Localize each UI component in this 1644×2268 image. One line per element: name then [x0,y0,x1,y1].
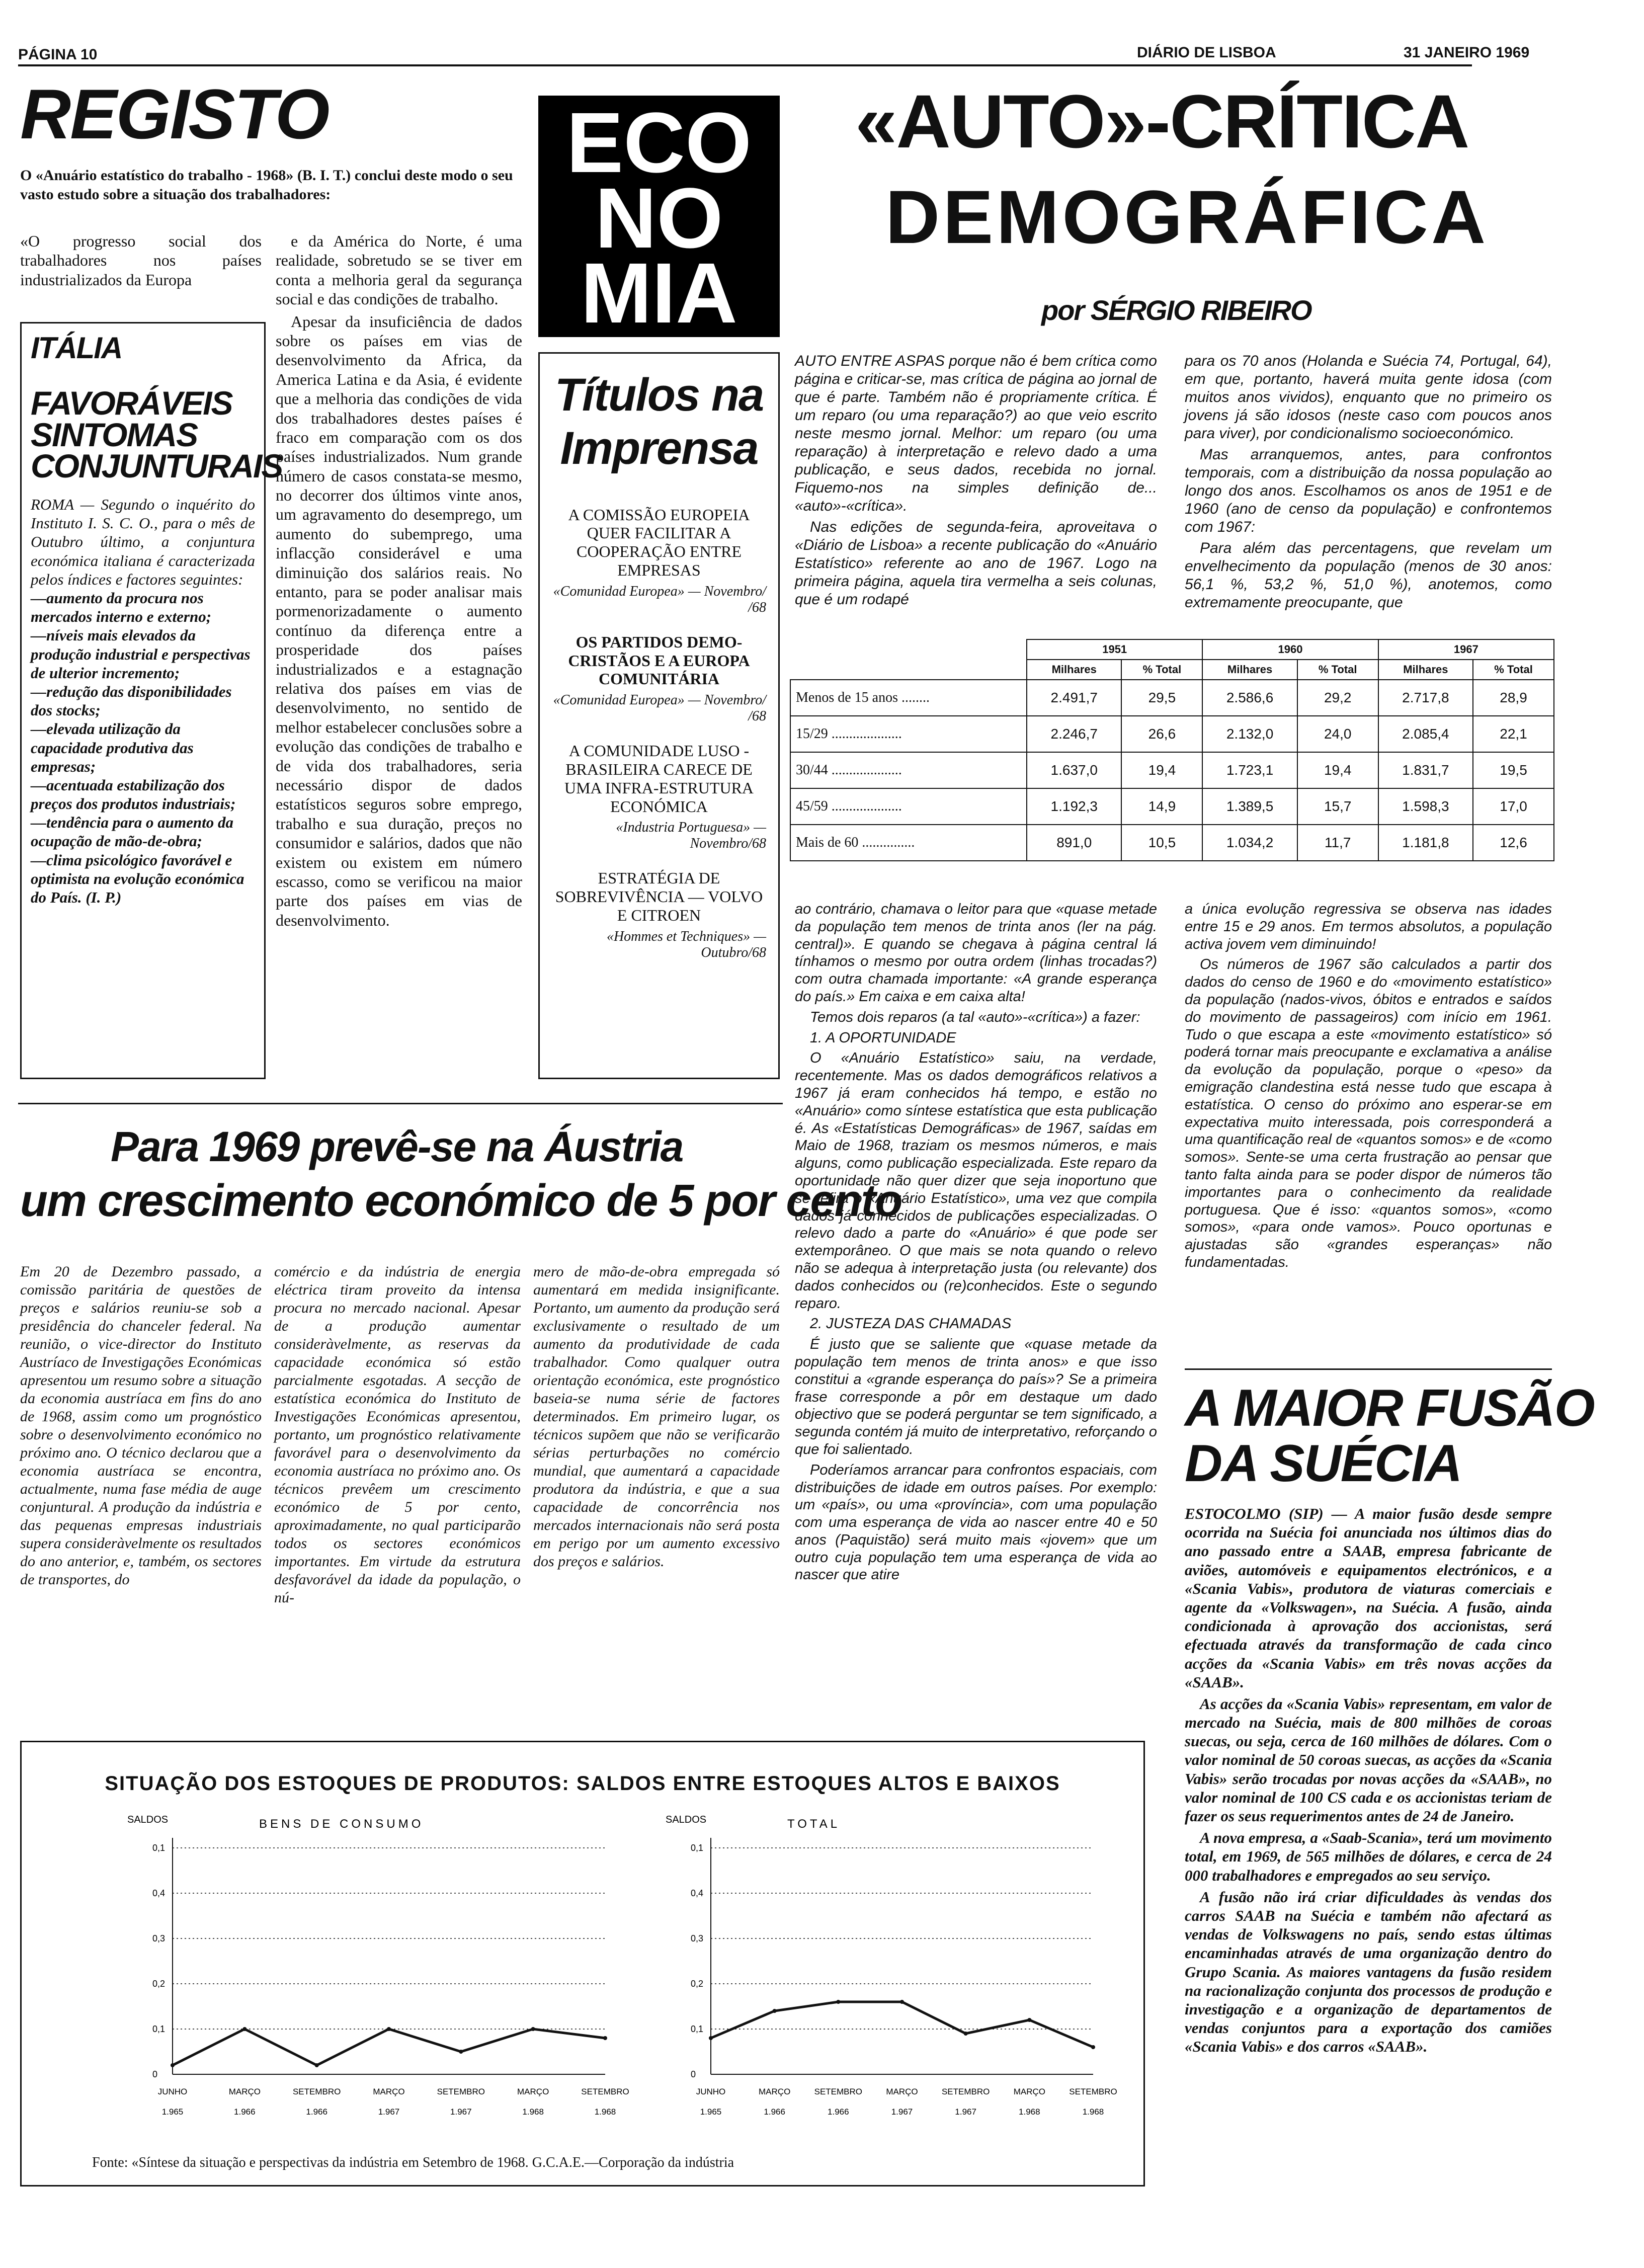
suecia-para: A fusão não irá criar dificuldades às vendas dos carros SAAB na Suécia e também não afectará as vendas de Volkswagens no país, sendo estas últimas encaminhadas através de uma organização dentro do Grupo Scania. As maiores vantagens da fusão residem na racionalização conjunta dos processos de produção e investigação e a organização de departamentos de vendas conjuntos para a exportação dos camiões «Scania Vabis» e dos carros «SAAB». [1185,1888,1552,2056]
cell: 2.717,8 [1378,680,1473,716]
titulos-source: «Industria Portuguesa» — Novembro/68 [616,820,766,852]
critica-para: ao contrário, chamava o leitor para que «quase metade da população tem menos de trinta anos (ler na pág. central)». E quando se chegava à página central lá tínhamos o mesmo por outra ordem (linhas trocadas?) com outra chamada importante: «A grande esperança do país.» Em caixa e em caixa alta! [795,901,1157,1005]
cell: 2.586,6 [1202,680,1297,716]
austria-col2: comércio e da indústria de energia eléctrica tiram proveito da intensa procura no mercado nacional. Apesar de a produção aumentar consideràvelmente, as reservas da capacidade económica só estão parcialmente esgotadas. A secção de estatística económica do Instituto de Investigações Económicas apresentou, portanto, um prognóstico relativamente favorável para o desenvolvimento da economia austríaca no próximo ano. Os técnicos prevêem um crescimento económico de 5 por cento, aproximadamente, no qual participarão todos os sectores económicos importantes. Em virtude da estrutura desfavorável da idade da população, o nú- [274,1263,521,1606]
chart-ytick: 0,1 [152,2024,166,2034]
critica-title-1: «AUTO»-CRÍTICA [855,79,1469,164]
registo-lead: O «Anuário estatístico do trabalho - 1968» (B. I. T.) conclui deste modo o seu vasto estudo sobre a situação dos trabalhadores: [20,167,513,203]
chart-xtick: SETEMBRO [437,2087,485,2096]
cell: 22,1 [1473,716,1554,752]
titulos-item [552,633,766,724]
cell: 2.246,7 [1027,716,1121,752]
chart-point [709,2036,713,2040]
stocks-chart-svg [22,1793,1143,2155]
chart-ytick: 0,4 [152,1888,166,1898]
cell: 19,5 [1473,752,1554,788]
italia-item: —clima psicológico favorável e optimista na evolução económica do País. (I. P.) [31,851,244,906]
austria-title-1: Para 1969 prevê-se na Áustria [111,1123,683,1170]
chart-xtick-year: 1.967 [891,2107,913,2117]
year-header: 1960 [1202,639,1378,660]
chart-series-line [173,2029,605,2065]
chart-ytick: 0,1 [691,2024,704,2034]
italia-headline: FAVORÁVEIS SINTOMAS CONJUNTURAIS [31,384,283,485]
chart-ylabel: SALDOS [666,1814,707,1825]
italia-country: ITÁLIA [31,331,122,365]
chart-xtick-year: 1.967 [450,2107,472,2117]
cell: 29,5 [1121,680,1202,716]
chart-point [387,2027,391,2031]
table-row [790,716,1554,752]
row-label: 30/44 .................... [790,752,1027,788]
cell: 2.491,7 [1027,680,1121,716]
titulos-source: «Comunidad Europea» — Novembro/ /68 [553,583,766,615]
chart-title: SITUAÇÃO DOS ESTOQUES DE PRODUTOS: SALDOS ENTRE ESTOQUES ALTOS E BAIXOS [105,1772,1060,1795]
italia-item: —aumento da procura nos mercados interno e externo; [31,589,212,626]
chart-xtick-year: 1.966 [234,2107,256,2117]
critica-para: É justo que se saliente que «quase metade da população tem menos de trinta anos» e que isso constitui a «grande esperança do país»? Se a primeira frase corresponde a pôr em destaque um dado objectivo que se poderá perguntar se tem significado, a segunda contém já muito de interpretativo, reforçando o que foi salientado. [795,1336,1157,1457]
chart-ytick: 0,2 [152,1979,166,1989]
titulos-box [538,352,780,1079]
titulos-title: Títulos na Imprensa [554,369,764,474]
registo-para: Apesar da insuficiência de dados sobre os países em vias de desenvolvimento da Africa, da America Latina e da Asia, é evidente que a melhoria das condições de vida dos trabalhadores destes países é fraco em comparação com os dos países industrializados. Num grande número de casos constata-se mesmo, no decorrer dos últimos vinte anos, um agravamento do desemprego, um aumento do subemprego, uma inflacção considerável e uma diminuição dos salários reais. No entanto, para se poder analisar mais pormenorizadamente o aumento contínuo da diferença entre a prosperidade dos países industrializados e a estagnação relativa dos países em vias de desenvolvimento, no sentido de melhor estabelecer conclusões sobre a evolução das condições de trabalho e de vida dos trabalhadores, seria necessário dispor de dados estatísticos seguros sobre emprego, trabalho e sua duração, preços no consumidor e salários, dados que não existem ou existem em número escasso, como se verificou na maior parte dos países em vias de desenvolvimento. [276,312,522,929]
cell: 19,4 [1297,752,1378,788]
registo-title: REGISTO [20,74,329,153]
chart-ytick: 0,1 [691,1843,704,1853]
suecia-title-2: DA SUÉCIA [1185,1434,1462,1493]
row-label: 45/59 .................... [790,788,1027,825]
chart-xtick: MARÇO [886,2087,918,2096]
chart-xtick-year: 1.968 [1082,2107,1104,2117]
titulos-item [552,506,766,616]
row-label: Menos de 15 anos ........ [790,680,1027,716]
titulos-source: «Comunidad Europea» — Novembro/ /68 [553,692,766,724]
chart-ytick: 0,1 [152,1843,166,1853]
chart-xtick-year: 1.968 [1019,2107,1040,2117]
chart-point [964,2032,968,2036]
cell: 891,0 [1027,825,1121,861]
austria-title-2: um crescimento económico de 5 por cento [20,1176,902,1226]
chart-xtick: SETEMBRO [814,2087,863,2096]
austria-top-rule [18,1103,783,1104]
cell: 29,2 [1297,680,1378,716]
economia-line: NO [595,170,723,266]
economia-line: MIA [581,246,737,342]
critica-subhead: 1. A OPORTUNIDADE [810,1029,956,1046]
cell: 19,4 [1121,752,1202,788]
titulos-headline: OS PARTIDOS DEMO-CRISTÃOS E A EUROPA COMUNITÁRIA [568,632,750,688]
chart-point [171,2063,175,2067]
italia-lead: ROMA — Segundo o inquérito do Instituto I. S. C. O., para o mês de Outubro último, a conjuntura económica italiana é caracterizada pelos índices e factores seguintes: [31,496,255,588]
suecia-title-1: A MAIOR FUSÃO [1185,1379,1594,1437]
issue-date: 31 JANEIRO 1969 [1404,44,1530,61]
critica-colB [1185,352,1552,615]
cell: 24,0 [1297,716,1378,752]
cell: 1.723,1 [1202,752,1297,788]
titulos-headline: A COMUNIDADE LUSO - BRASILEIRA CARECE DE UMA INFRA-ESTRUTURA ECONÓMICA [564,742,754,816]
austria-col1: Em 20 de Dezembro passado, a comissão paritária de questões de preços e salários reuniu-se sob a presidência do chanceler federal. Na reunião, o vice-director do Instituto Austríaco de Investigações Económicas apresentou um resumo sobre a situação da economia austríaca em fins do ano de 1968, assim como um prognóstico sobre o desenvolvimento económico no próximo ano. O técnico declarou que a economia austríaca se encontra, actualmente, numa fase média de auge conjuntural. A produção da indústria e das pequenas empresas industriais supera consideràvelmente os resultados do ano anterior, e, também, os sectores de transportes, do [20,1263,262,1588]
chart-point [603,2036,607,2040]
sub-header: Milhares [1027,660,1121,680]
titulos-headline: A COMISSÃO EUROPEIA QUER FACILITAR A COOPERAÇÃO ENTRE EMPRESAS [568,505,750,579]
italia-item: —elevada utilização da capacidade produtiva das empresas; [31,720,194,775]
critica-para: Para além das percentagens, que revelam um envelhecimento da população (menos de 30 anos: 56,1 %, 53,2 %, 51,0 %), anotemos, como extremamente preocupante, que [1185,540,1552,611]
table-row [790,788,1554,825]
sub-header: % Total [1297,660,1378,680]
critica-para: Os números de 1967 são calculados a partir dos dados do censo de 1960 e do «movimento estatístico» da população (nados-vivos, óbitos e entrados e saídos do movimento de passageiros) com início em 1961. Tudo o que escapa a este «movimento estatístico» só poderá tornar mais preocupante e exclamativa a análise da evolução da população, porque o «peso» da emigração clandestina está nesse tudo que escapa à estatística. O censo do próximo ano esperar-se em expectativa muito interessada, pois corresponderá a uma quantificação real de «quantos somos» e de «como somos». Sente-se uma certa frustração ao pensar que tanto falta ainda para se poder dispor de números tão importantes para o conhecimento da realidade portuguesa. Que é isso: «quantos somos», «como somos», «para onde vamos». Pouco oportunas e ajustadas são «grandes esperanças» não fundamentadas. [1185,956,1552,1270]
sub-header: % Total [1121,660,1202,680]
chart-xtick: MARÇO [228,2087,261,2096]
chart-series-label: TOTAL [787,1817,841,1831]
cell: 15,7 [1297,788,1378,825]
chart-xtick: MARÇO [759,2087,791,2096]
header-rule [18,64,1472,66]
critica-colD [1185,901,1552,1274]
cell: 1.181,8 [1378,825,1473,861]
italia-item: —redução das disponibilidades dos stocks; [31,682,232,719]
registo-col2 [276,231,522,933]
cell: 2.132,0 [1202,716,1297,752]
cell: 1.598,3 [1378,788,1473,825]
cell: 10,5 [1121,825,1202,861]
chart-xtick: MARÇO [517,2087,549,2096]
chart-xtick-year: 1.966 [306,2107,327,2117]
critica-para: a única evolução regressiva se observa nas idades entre 15 e 29 anos. Em termos absolutos, a população activa jovem vem diminuindo! [1185,901,1552,952]
newspaper-name: DIÁRIO DE LISBOA [1137,44,1276,61]
chart-xtick: SETEMBRO [1069,2087,1117,2096]
critica-byline: por SÉRGIO RIBEIRO [1041,294,1311,326]
chart-ylabel: SALDOS [127,1814,169,1825]
registo-col1: «O progresso social dos trabalhadores nos países industrializados da Europa [20,232,262,289]
chart-ytick: 0,2 [691,1979,704,1989]
chart-point [1091,2045,1095,2049]
registo-para: e da América do Norte, é uma realidade, sobretudo se se tiver em conta a melhoria geral da segurança social e das condições de trabalho. [276,232,522,308]
italia-item: —tendência para o aumento da ocupação de mão-de-obra; [31,814,234,850]
titulos-source: «Hommes et Techniques» — Outubro/68 [606,928,766,960]
chart-point [531,2027,535,2031]
cell: 1.192,3 [1027,788,1121,825]
cell: 11,7 [1297,825,1378,861]
cell: 1.034,2 [1202,825,1297,861]
chart-xtick-year: 1.965 [161,2107,184,2117]
austria-col3: mero de mão-de-obra empregada só aumentará em medida insignificante. Portanto, um aumento da produção será exclusivamente o resultado de um aumento da produtividade de cada trabalhador. Como qualquer outra orientação económica, este prognóstico baseia-se numa série de factores determinados. Em primeiro lugar, os técnicos supõem que não se verificarão sérias perturbações no comércio mundial, que aumentará a capacidade produtora da indústria, e que a sua capacidade de concorrência nos mercados internacionais não será posta em perigo por um aumento excessivo dos preços e salários. [533,1263,780,1570]
sub-header: Milhares [1378,660,1473,680]
population-table [790,639,1554,861]
chart-point [1027,2018,1031,2022]
cell: 1.637,0 [1027,752,1121,788]
suecia-para: A nova empresa, a «Saab-Scania», terá um movimento total, em 1969, de 565 milhões de dólares, e cerca de 24 000 trabalhadores e empregados ao seu serviço. [1185,1829,1552,1884]
suecia-top-rule [1185,1368,1552,1370]
critica-title-2: DEMOGRÁFICA [885,175,1489,259]
chart-point [315,2063,319,2067]
cell: 2.085,4 [1378,716,1473,752]
cell: 1.389,5 [1202,788,1297,825]
italia-item: —níveis mais elevados da produção industrial e perspectivas de ulterior incremento; [31,626,251,682]
chart-xtick: MARÇO [1013,2087,1045,2096]
chart-point [836,2000,840,2004]
chart-xtick: SETEMBRO [292,2087,341,2096]
chart-xtick: SETEMBRO [941,2087,990,2096]
year-header: 1951 [1027,639,1202,660]
cell: 26,6 [1121,716,1202,752]
chart-ytick: 0,3 [152,1933,166,1943]
chart-xtick: MARÇO [373,2087,405,2096]
table-row [790,752,1554,788]
page-number: PÁGINA 10 [18,46,98,63]
chart-point [900,2000,904,2004]
suecia-para: ESTOCOLMO (SIP) — A maior fusão desde sempre ocorrida na Suécia foi anunciada nos últimos dias do ano passado entre a SAAB, empresa fabricante de aviões, automóveis e equipamentos electrónicos, e a «Scania Vabis», produtora de viaturas comerciais e agente da «Volkswagen», na Suécia. A fusão, ainda condicionada à aprovação dos accionistas, será efectuada através da transformação de cada cinco acções da «Scania Vabis» em três novas acções da «SAAB». [1185,1505,1552,1691]
row-label: 15/29 .................... [790,716,1027,752]
chart-series-label: BENS DE CONSUMO [259,1817,424,1831]
year-header: 1967 [1378,639,1554,660]
chart-point [242,2027,246,2031]
stocks-chart-box [20,1741,1145,2186]
critica-para: O «Anuário Estatístico» saiu, na verdade, recentemente. Mas os dados demográficos relativos a 1967 já eram conhecidos há tempo, e estão no «Anuário» como síntese estatística que esta publicação é. As «Estatísticas Demográficas» de 1967, saídas em Maio de 1968, traziam os mesmos números, e mais alguns, como publicação especializada. Este reparo da oportunidade não quer dizer que seja inoportuno que se refira o «Anuário Estatístico», uma vez que compila dados já conhecidos de publicações especializadas. O relevo dado a parte do «Anuário» é que pode ser extemporâneo. O que mais se nota quando o relevo não se adequa à interpretação justa (ou relevante) dos dados conhecidos ou (re)conhecidos. Este o segundo reparo. [795,1050,1157,1312]
italia-item: —acentuada estabilização dos preços dos produtos industriais; [31,776,236,813]
chart-xtick-year: 1.967 [955,2107,976,2117]
chart-point [773,2009,777,2013]
chart-source: Fonte: «Síntese da situação e perspectivas da indústria em Setembro de 1968. G.C.A.E.—Corporação da indústria [92,2155,734,2170]
chart-xtick-year: 1.968 [594,2107,616,2117]
chart-ytick: 0 [691,2069,696,2079]
economia-line: ECO [566,95,752,191]
critica-para: Mas arranquemos, antes, para confrontos temporais, com a distribuição da nossa população ao longo dos anos. Escolhamos os anos de 1951 e de 1960 (ano de censo da população) e confrontemos com 1967: [1185,446,1552,535]
critica-para: AUTO ENTRE ASPAS porque não é bem crítica como página e criticar-se, mas crítica de página ao jornal de que é parte. Também não é propriamente crítica. É um reparo (ou uma reparação?) ao que veio escrito neste mesmo jornal. Melhor: um reparo (ou uma reparação) à interpretação e relevo dado a uma publicação, e seus dados, recebida no jornal. Fiquemo-nos na simples definição de... «auto»-«crítica». [795,353,1157,514]
chart-xtick-year: 1.966 [764,2107,785,2117]
critica-colC [795,901,1157,1587]
cell: 17,0 [1473,788,1554,825]
chart-ytick: 0,3 [691,1933,704,1943]
critica-para: para os 70 anos (Holanda e Suécia 74, Portugal, 64), em que, portanto, haverá muita gente idosa (com muitos anos vividos), enquanto que no primeiro os jovens já são idosos (neste caso com poucos anos para viver), por condicionalismo socioeconómico. [1185,353,1552,442]
cell: 12,6 [1473,825,1554,861]
titulos-item [552,742,766,852]
chart-xtick: JUNHO [696,2087,726,2096]
chart-xtick-year: 1.968 [522,2107,544,2117]
suecia-body [1185,1504,1552,2059]
chart-xtick-year: 1.965 [700,2107,722,2117]
chart-point [459,2050,463,2054]
chart-xtick: SETEMBRO [581,2087,629,2096]
critica-para: Temos dois reparos (a tal «auto»-«crítica») a fazer: [810,1009,1140,1025]
chart-series-line [711,2002,1093,2047]
chart-xtick: JUNHO [157,2087,188,2096]
cell: 14,9 [1121,788,1202,825]
table-row [790,825,1554,861]
cell: 28,9 [1473,680,1554,716]
row-label: Mais de 60 ............... [790,825,1027,861]
sub-header: % Total [1473,660,1554,680]
chart-xtick-year: 1.967 [378,2107,400,2117]
economia-logo [538,95,780,342]
chart-xtick-year: 1.966 [828,2107,849,2117]
critica-para: Nas edições de segunda-feira, aproveitava o «Diário de Lisboa» a recente publicação do «Anuário Estatístico» referente ao ano de 1967. Logo na primeira página, aquela tira vermelha a seis colunas, que é um rodapé [795,519,1157,608]
critica-subhead: 2. JUSTEZA DAS CHAMADAS [810,1316,1012,1332]
sub-header: Milhares [1202,660,1297,680]
table-row [790,680,1554,716]
cell: 1.831,7 [1378,752,1473,788]
chart-ytick: 0,4 [691,1888,704,1898]
critica-colA [795,352,1157,612]
titulos-headline: ESTRATÉGIA DE SOBREVIVÊNCIA — VOLVO E CITROEN [555,869,763,924]
titulos-item [552,869,766,960]
chart-ytick: 0 [152,2069,158,2079]
suecia-para: As acções da «Scania Vabis» representam, em valor de mercado na Suécia, mais de 800 milhões de coroas suecas, ou seja, cerca de 160 milhões de dólares. Com o valor nominal de 50 coroas suecas, as acções da «Scania Vabis» serão trocadas por novas acções da «SAAB», no valor nominal de 100 CS cada e os accionistas teriam de fazer os seus requerimentos antes de 24 de Janeiro. [1185,1694,1552,1825]
italia-box [20,322,283,1079]
critica-para: Poderíamos arrancar para confrontos espaciais, com distribuições de idade em outros países. Por exemplo: um «país», ou uma «província», com uma população com uma esperança de vida ao nascer entre 40 e 50 anos (Paquistão) será muito mais «jovem» que um outro cuja população tem uma esperança de vida ao nascer que atire [795,1462,1157,1583]
